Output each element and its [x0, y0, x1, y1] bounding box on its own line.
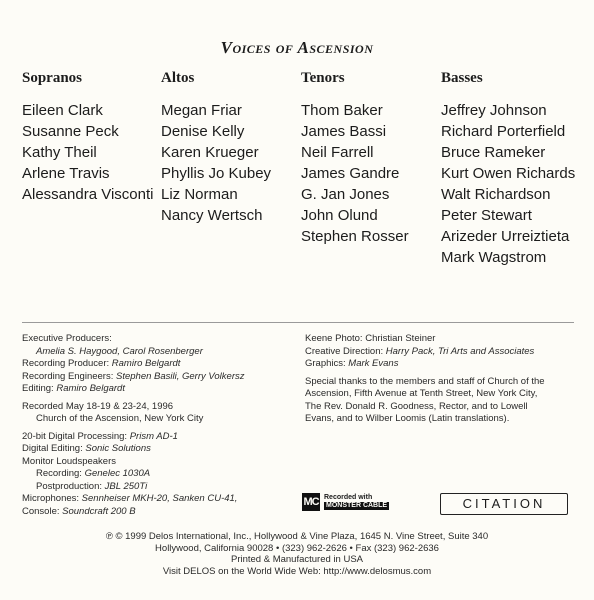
- mc-line1: Recorded with: [324, 494, 373, 501]
- credit-value: Soundcraft 200 B: [62, 505, 136, 517]
- credit-value: Genelec 1030A: [84, 468, 151, 479]
- credit-line: [305, 413, 545, 426]
- member-name: John Olund: [301, 207, 378, 224]
- credit-line: [22, 383, 244, 396]
- credit-line: [305, 388, 545, 401]
- citation-logo: CITATION: [440, 493, 568, 515]
- member-name: Walt Richardson: [441, 186, 551, 203]
- credit-line: [305, 376, 545, 389]
- credit-line: [305, 333, 545, 346]
- credit-label: Digital Editing:: [22, 443, 86, 454]
- credit-line: [305, 346, 545, 359]
- section-heading: Sopranos: [22, 70, 83, 86]
- credit-label: The Rev. Donald R. Goodness, Rector, and to Lowell: [305, 400, 528, 412]
- credit-line: [22, 443, 244, 456]
- credit-value: Sonic Solutions: [85, 443, 151, 454]
- member-name: Eileen Clark: [22, 102, 103, 119]
- member-name: Arlene Travis: [22, 165, 110, 182]
- credit-line: [305, 401, 545, 414]
- credit-label: Editing:: [22, 383, 57, 394]
- section-tenors: [301, 70, 409, 247]
- credit-value: Harry Pack, Tri Arts and Associates: [385, 345, 535, 357]
- member-name: Richard Porterfield: [441, 123, 566, 140]
- member-name: Mark Wagstrom: [441, 249, 547, 266]
- credit-line: [305, 358, 545, 371]
- credit-line: [22, 456, 244, 469]
- credit-value: Amelia S. Haygood, Carol Rosenberger: [36, 345, 203, 357]
- member-name: G. Jan Jones: [301, 186, 390, 203]
- monster-cable-logo: [302, 493, 389, 511]
- credit-label: Ascension, Fifth Avenue at Tenth Street, New York City,: [305, 388, 538, 399]
- member-name: Alessandra Visconti: [22, 186, 154, 203]
- section-heading: Tenors: [301, 70, 345, 86]
- credit-label: Creative Direction:: [305, 345, 386, 357]
- credit-line: [22, 506, 244, 519]
- section-heading: Altos: [161, 70, 195, 86]
- member-name: Karen Krueger: [161, 144, 259, 161]
- credit-label: Recorded May 18-19 & 23-24, 1996: [22, 400, 174, 412]
- mc-mark-icon: MC: [302, 493, 320, 511]
- member-name: Denise Kelly: [161, 123, 245, 140]
- credit-line: [22, 431, 244, 444]
- credit-label: 20-bit Digital Processing:: [22, 430, 130, 442]
- credit-line: [22, 333, 244, 346]
- credit-line: [22, 346, 244, 359]
- page-title: Voices of Ascension: [220, 38, 374, 57]
- footer-line: Visit DELOS on the World Wide Web: http://www.delosmus.com: [162, 565, 432, 577]
- section-basses: [441, 70, 575, 268]
- member-name: Nancy Wertsch: [161, 207, 263, 224]
- footer: [0, 531, 594, 577]
- credit-line: [22, 481, 244, 494]
- credit-value: Ramiro Belgardt: [56, 383, 125, 394]
- credit-line: [22, 468, 244, 481]
- credit-label: Executive Producers:: [22, 333, 112, 344]
- credit-line: [22, 493, 244, 506]
- credit-label: Recording Producer:: [22, 358, 112, 369]
- footer-line: Hollywood, California 90028 • (323) 962-2626 • Fax (323) 962-2636: [155, 542, 439, 554]
- section-sopranos: [22, 70, 153, 205]
- mc-line2: MONSTER CABLE: [326, 502, 388, 509]
- credit-label: Church of the Ascension, New York City: [36, 413, 204, 424]
- credit-label: Keene Photo:: [305, 333, 366, 344]
- footer-line: Printed & Manufactured in USA: [230, 554, 363, 565]
- member-name: Kurt Owen Richards: [441, 165, 576, 182]
- member-name: Jeffrey Johnson: [441, 102, 547, 119]
- section-altos: [161, 70, 271, 226]
- credit-value: Ramiro Belgardt: [111, 358, 181, 369]
- credit-label: Recording:: [36, 468, 85, 479]
- member-name: Susanne Peck: [22, 123, 119, 140]
- credit-label: Evans, and to Wilber Loomis (Latin translations).: [305, 413, 510, 424]
- credit-value: Prism AD-1: [129, 430, 178, 442]
- member-name: Bruce Rameker: [441, 144, 546, 161]
- member-name: Thom Baker: [301, 102, 383, 119]
- credit-label: Microphones:: [22, 493, 82, 504]
- member-name: Arizeder Urreiztieta: [441, 228, 570, 245]
- credit-line: [22, 358, 244, 371]
- credit-value: Sennheiser MKH-20, Sanken CU-41,: [81, 493, 238, 504]
- credit-label: Console:: [22, 505, 63, 517]
- section-heading: Basses: [441, 70, 483, 86]
- credit-value: JBL 250Ti: [104, 480, 148, 492]
- member-name: Liz Norman: [161, 186, 238, 203]
- credit-label: Recording Engineers:: [22, 370, 116, 382]
- credit-line: [22, 371, 244, 384]
- section-divider: [22, 322, 574, 323]
- credit-label: Postproduction:: [36, 480, 105, 492]
- member-name: Phyllis Jo Kubey: [161, 165, 272, 182]
- credit-label: Monitor Loudspeakers: [22, 455, 116, 467]
- credit-value: Stephen Basili, Gerry Volkersz: [116, 370, 245, 382]
- member-name: Neil Farrell: [301, 144, 374, 161]
- credit-value: Christian Steiner: [365, 333, 436, 344]
- footer-line: ℗ © 1999 Delos International, Inc., Hollywood & Vine Plaza, 1645 N. Vine Street, Suite 340: [105, 531, 489, 542]
- member-name: Peter Stewart: [441, 207, 532, 224]
- credit-label: Graphics:: [305, 358, 349, 369]
- credits-left: [22, 333, 244, 518]
- member-name: Kathy Theil: [22, 144, 97, 161]
- credit-label: Special thanks to the members and staff of Church of the: [305, 375, 545, 387]
- member-name: Stephen Rosser: [301, 228, 409, 245]
- credit-value: Mark Evans: [348, 358, 399, 369]
- member-name: Megan Friar: [161, 102, 242, 119]
- member-name: James Gandre: [301, 165, 400, 182]
- credits-right: [305, 333, 545, 426]
- credit-line: [22, 401, 244, 414]
- member-name: James Bassi: [301, 123, 387, 140]
- credit-line: [22, 413, 244, 426]
